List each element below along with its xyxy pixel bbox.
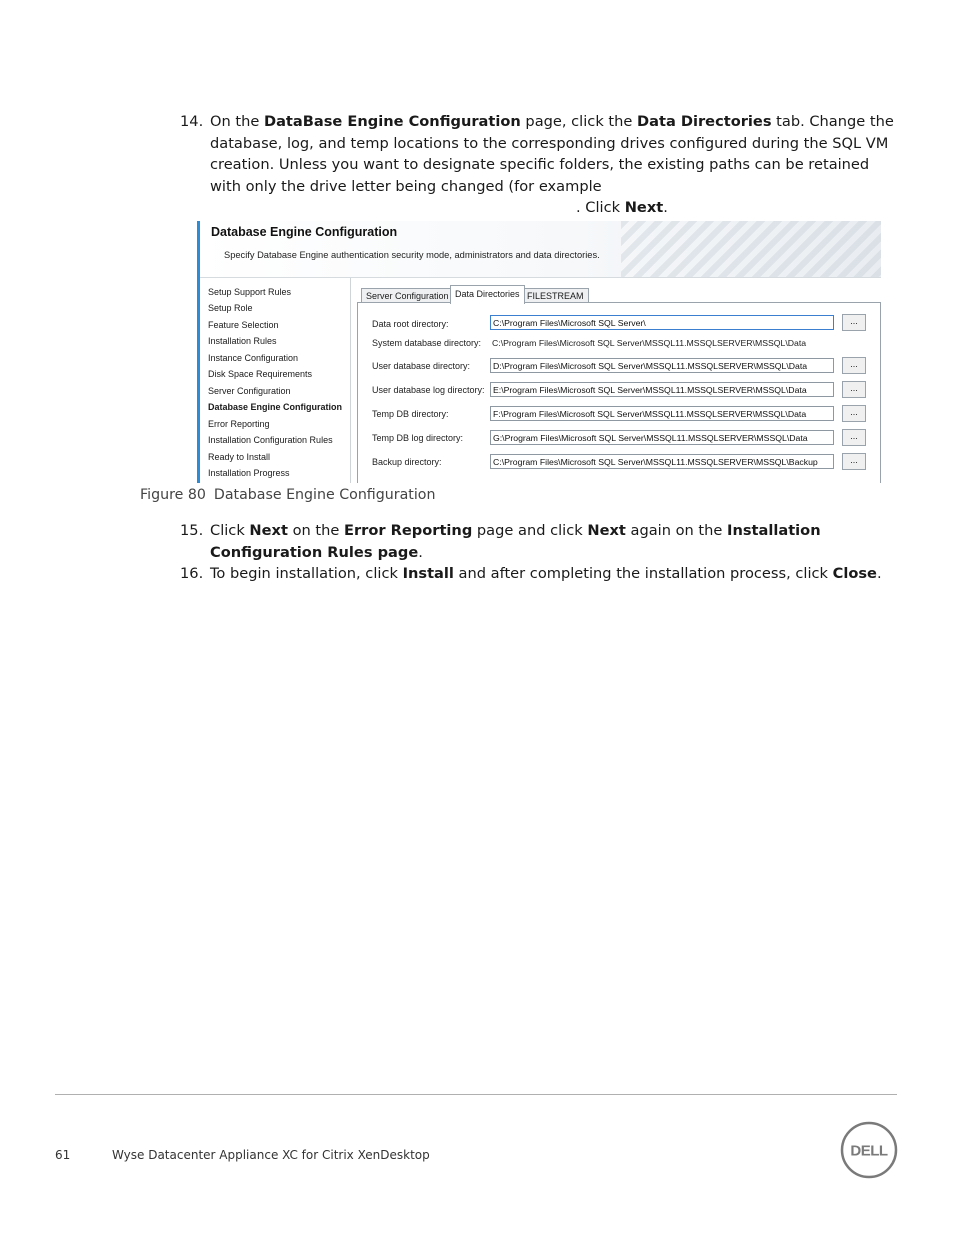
step-text: again on the [625,522,728,539]
user-database-browse-button[interactable]: ... [842,357,866,374]
footer-divider [55,1094,897,1095]
temp-db-directory-label: Temp DB directory: [372,409,449,419]
figure-title: Database Engine Configuration [213,487,436,503]
nav-item-server-configuration[interactable]: Server Configuration [208,386,291,396]
temp-db-browse-button[interactable]: ... [842,405,866,422]
nav-item-installation-progress[interactable]: Installation Progress [208,468,290,478]
step-text: . [663,199,668,216]
backup-directory-label: Backup directory: [372,457,442,467]
wizard-subtitle: Specify Database Engine authentication security mode, administrators and data directories. [224,250,600,260]
tab-server-configuration[interactable]: Server Configuration [361,288,454,303]
step-text: tab. Change the database, log, and temp locations to the corresponding drives configured during the SQL VM creation. Unless you want to designate specific folders, the existing paths can be retained with only the drive letter being changed (for example [210,113,894,195]
user-database-directory-label: User database directory: [372,361,471,371]
step-text: Click [210,522,250,539]
step-15 [180,520,900,563]
step-text: page and click [472,522,588,539]
tab-filestream[interactable]: FILESTREAM [522,288,589,303]
nav-item-setup-role[interactable]: Setup Role [208,303,253,313]
step-bold: Error Reporting [343,522,473,539]
wizard-nav [200,278,351,483]
step-bold: Next [624,199,664,216]
temp-db-directory-input[interactable]: F:\Program Files\Microsoft SQL Server\MSSQL11.MSSQLSERVER\MSSQL\Data [490,406,834,421]
database-engine-configuration-screenshot [197,221,881,483]
nav-item-disk-space[interactable]: Disk Space Requirements [208,369,313,379]
dell-logo-text: DELL [850,1142,888,1160]
user-database-log-browse-button[interactable]: ... [842,381,866,398]
nav-item-feature-selection[interactable]: Feature Selection [208,320,279,330]
nav-item-instance-configuration[interactable]: Instance Configuration [208,353,299,363]
user-database-directory-input[interactable]: D:\Program Files\Microsoft SQL Server\MSSQL11.MSSQLSERVER\MSSQL\Data [490,358,834,373]
step-text: . Click [576,199,625,216]
data-root-directory-label: Data root directory: [372,319,449,329]
user-database-log-directory-input[interactable]: E:\Program Files\Microsoft SQL Server\MSSQL11.MSSQLSERVER\MSSQL\Data [490,382,834,397]
temp-db-log-directory-label: Temp DB log directory: [372,433,464,443]
step-bold: Next [587,522,626,539]
temp-db-log-browse-button[interactable]: ... [842,429,866,446]
user-database-log-directory-label: User database log directory: [372,385,485,395]
step-bold: Data Directories [637,113,772,130]
step-number: 16. [180,565,204,582]
step-16 [180,563,900,585]
figure-caption [140,487,435,503]
instruction-steps [180,111,900,219]
step-bold: DataBase Engine Configuration [263,113,521,130]
nav-item-installation-rules[interactable]: Installation Rules [208,336,277,346]
step-number: 15. [180,522,204,539]
step-text: and after completing the installation process, click [453,565,833,582]
step-text: . [418,543,423,561]
step-number: 14. [180,113,204,130]
wizard-title: Database Engine Configuration [211,225,398,239]
data-root-directory-input[interactable]: C:\Program Files\Microsoft SQL Server\ [490,315,834,330]
data-root-browse-button[interactable]: ... [842,314,866,331]
tab-data-directories[interactable]: Data Directories [450,285,525,304]
document-title: Wyse Datacenter Appliance XC for Citrix XenDesktop [112,1148,430,1162]
step-text: . [876,565,882,582]
system-database-directory-label: System database directory: [372,338,482,348]
backup-directory-input[interactable]: C:\Program Files\Microsoft SQL Server\MSSQL11.MSSQLSERVER\MSSQL\Backup [490,454,834,469]
step-bold: Installation Configuration Rules page [210,522,821,561]
step-bold: Install [402,565,454,582]
step-bold: Close [832,565,877,582]
dell-logo-icon [840,1121,898,1179]
system-database-directory-value: C:\Program Files\Microsoft SQL Server\MSSQL11.MSSQLSERVER\MSSQL\Data [492,338,807,348]
step-text: on the [287,522,344,539]
nav-item-setup-support-rules[interactable]: Setup Support Rules [208,287,292,297]
step-text: page, click the [520,113,637,130]
step-14 [180,111,900,197]
step-text: On the [210,113,264,130]
page-number: 61 [55,1148,71,1162]
nav-item-database-engine-configuration[interactable]: Database Engine Configuration [208,402,343,412]
step-text: To begin installation, click [210,565,403,582]
instruction-steps-continued [180,520,900,585]
figure-label: Figure 80 [140,487,206,503]
step-bold: Next [249,522,288,539]
temp-db-log-directory-input[interactable]: G:\Program Files\Microsoft SQL Server\MSSQL11.MSSQLSERVER\MSSQL\Data [490,430,834,445]
nav-item-installation-configuration-rules[interactable]: Installation Configuration Rules [208,435,333,445]
nav-item-error-reporting[interactable]: Error Reporting [208,419,270,429]
step-14-continued [180,197,900,219]
backup-browse-button[interactable]: ... [842,453,866,470]
nav-item-ready-to-install[interactable]: Ready to Install [208,452,271,462]
